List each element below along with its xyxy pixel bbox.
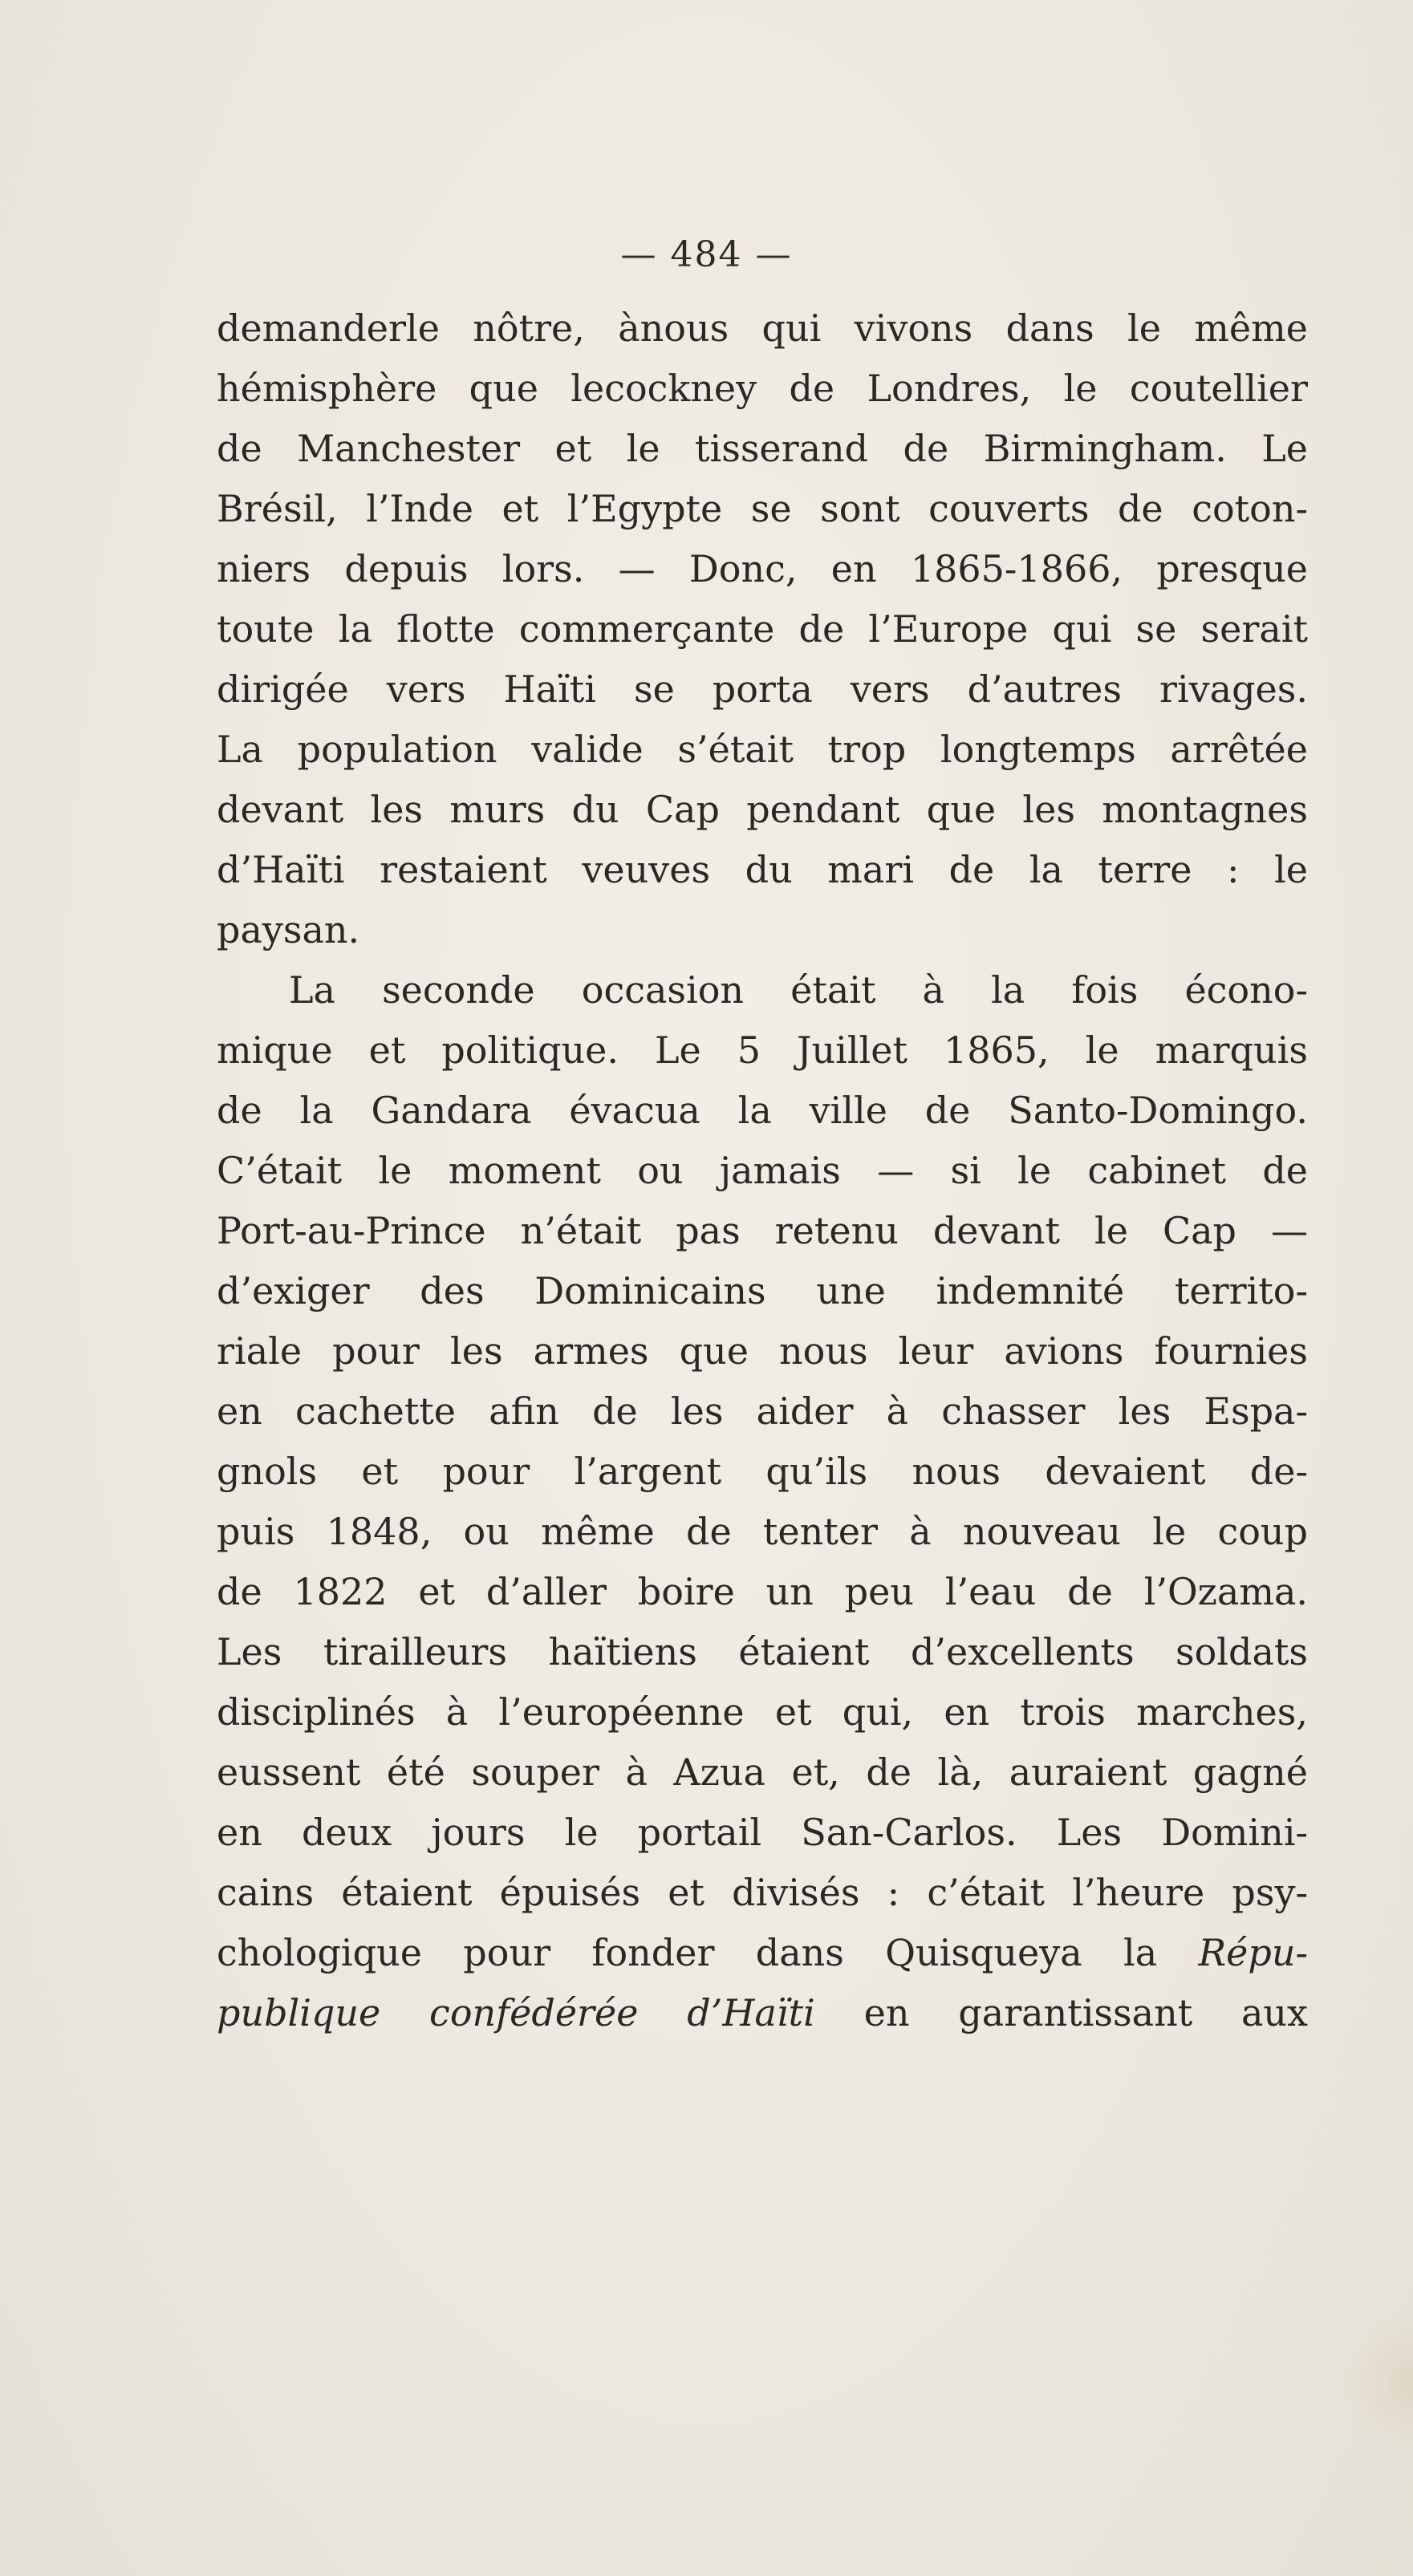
text-line: riale pour les armes que nous leur avions fournies — [217, 1329, 1308, 1373]
text-line: C’était le moment ou jamais — si le cabinet de — [217, 1149, 1308, 1192]
text-line: disciplinés à l’européenne et qui, en trois marches, — [217, 1690, 1308, 1734]
text-line: Port-au-Prince n’était pas retenu devant le Cap — — [217, 1209, 1308, 1252]
text-line: hémisphère que lecockney de Londres, le coutellier — [217, 367, 1308, 410]
italic-text: publique confédérée d’Haïti — [217, 1991, 815, 2034]
text-line: devant les murs du Cap pendant que les montagnes — [217, 788, 1308, 831]
text-line: en cachette afin de les aider à chasser les Espa- — [217, 1389, 1308, 1433]
body-text — [217, 298, 1308, 2043]
text-line: de Manchester et le tisserand de Birmingham. Le — [217, 427, 1308, 470]
paper-stain — [1341, 2310, 1413, 2455]
text-line — [217, 1983, 1308, 2043]
text-line: paysan. — [217, 908, 360, 951]
text-line: gnols et pour l’argent qu’ils nous devaient de- — [217, 1450, 1308, 1493]
text-line: de la Gandara évacua la ville de Santo-Domingo. — [217, 1089, 1308, 1132]
text-line: d’exiger des Dominicains une indemnité territo- — [217, 1269, 1308, 1312]
text-line: en deux jours le portail San-Carlos. Les Domini- — [217, 1811, 1308, 1854]
text-line-segment: en garantissant aux — [863, 1991, 1308, 2034]
text-line: niers depuis lors. — Donc, en 1865-1866, presque — [217, 547, 1308, 590]
text-line: dirigée vers Haïti se porta vers d’autres rivages. — [217, 667, 1308, 711]
text-line: puis 1848, ou même de tenter à nouveau le coup — [217, 1510, 1308, 1553]
text-line — [217, 1923, 1308, 1983]
text-line: toute la flotte commerçante de l’Europe qui se serait — [217, 607, 1308, 651]
text-line: Les tirailleurs haïtiens étaient d’excellents soldats — [217, 1630, 1308, 1673]
text-line: cains étaient épuisés et divisés : c’était l’heure psy- — [217, 1871, 1308, 1914]
text-line-segment: chologique pour fonder dans Quisqueya la — [217, 1931, 1158, 1974]
text-line: eussent été souper à Azua et, de là, auraient gagné — [217, 1750, 1308, 1794]
text-line: Brésil, l’Inde et l’Egypte se sont couverts de coton- — [217, 487, 1308, 530]
text-line: La population valide s’était trop longtemps arrêtée — [217, 728, 1308, 771]
text-line: d’Haïti restaient veuves du mari de la terre : le — [217, 848, 1308, 891]
italic-text: Répu- — [1198, 1931, 1308, 1974]
text-line: mique et politique. Le 5 Juillet 1865, le marquis — [217, 1028, 1308, 1072]
page-number: — 484 — — [620, 234, 793, 275]
text-line: La seconde occasion était à la fois écono- — [289, 968, 1308, 1012]
text-line: demanderle nôtre, ànous qui vivons dans le même — [217, 306, 1308, 350]
text-line: de 1822 et d’aller boire un peu l’eau de l’Ozama. — [217, 1570, 1308, 1613]
